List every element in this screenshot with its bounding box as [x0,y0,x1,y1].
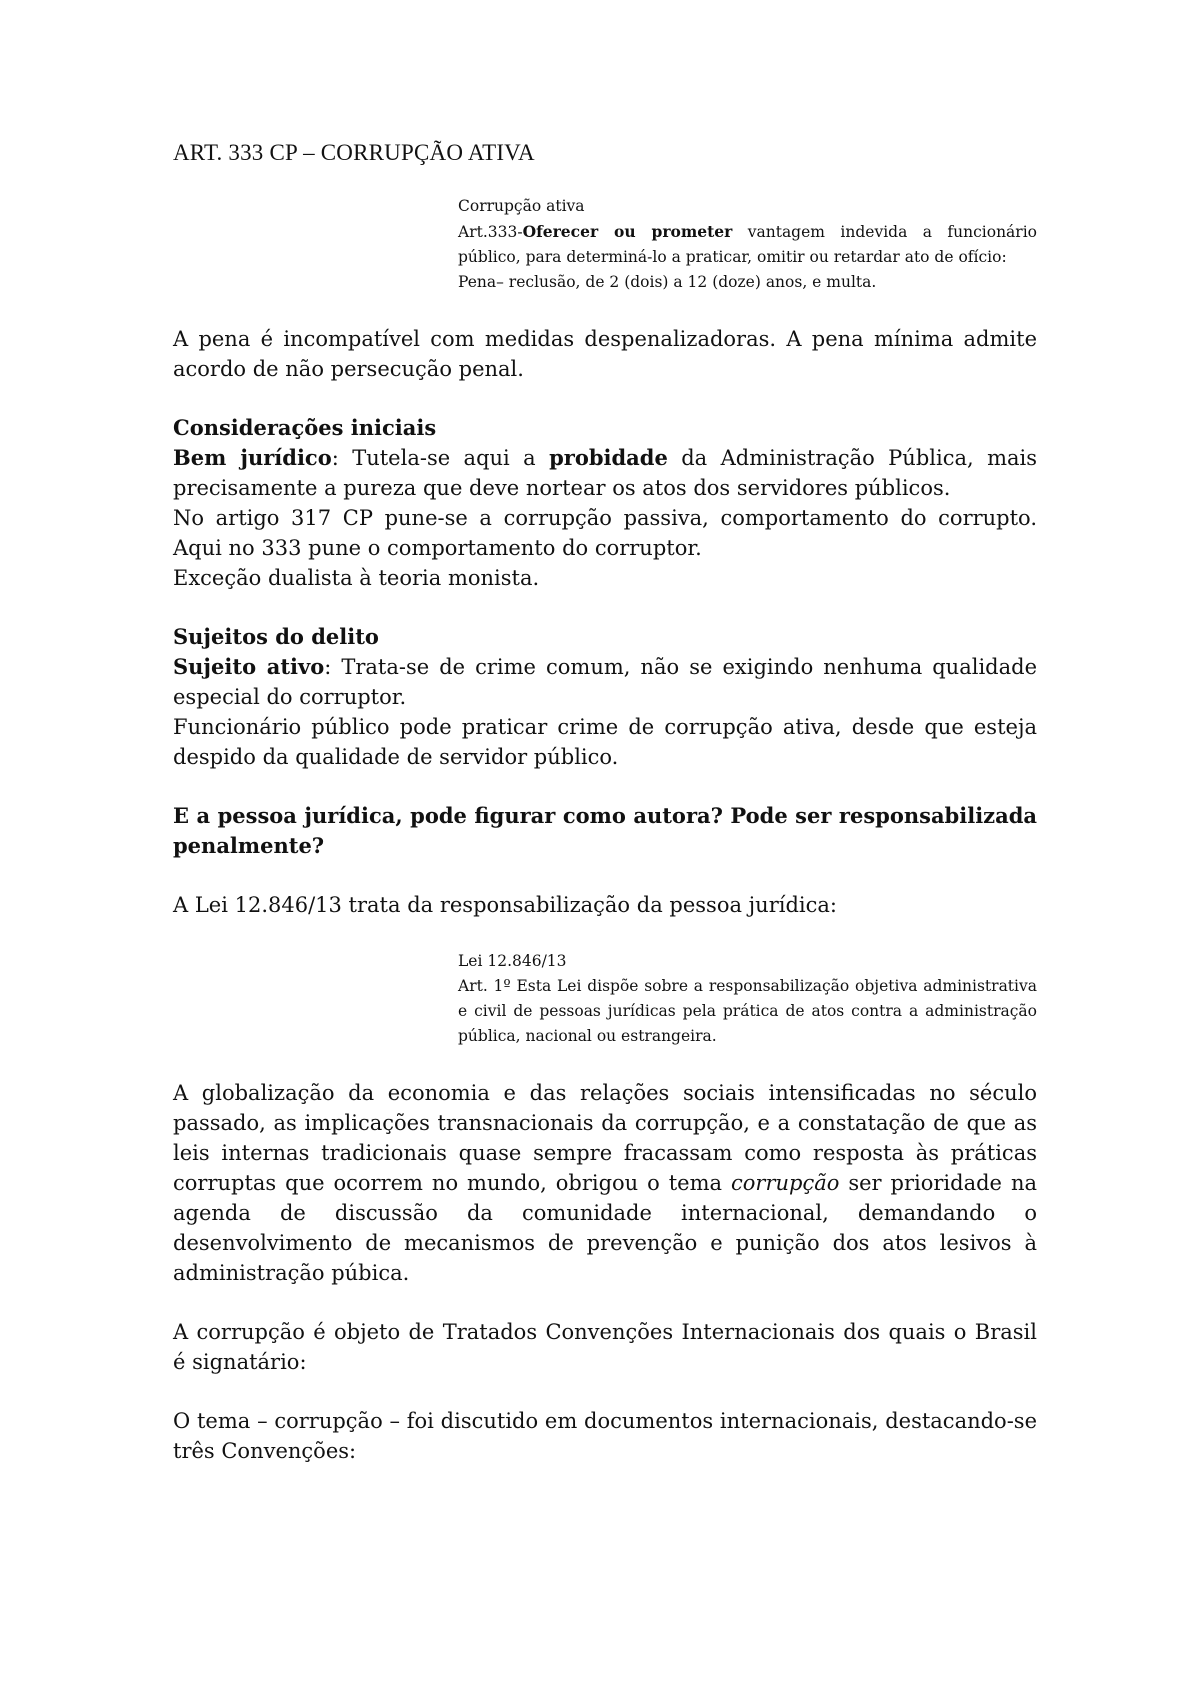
page-title: ART. 333 CP – CORRUPÇÃO ATIVA [173,140,535,165]
paragraph-artigo-317: No artigo 317 CP pune-se a corrupção passiva, comportamento do corrupto. Aqui no 333 pune o comportamento do corruptor. [173,506,1037,560]
document-body-continued [173,1078,1037,1466]
question-pessoa-juridica: E a pessoa jurídica, pode figurar como autora? Pode ser responsabilizada penalmente? [173,803,1037,858]
paragraph-excecao-dualista: Exceção dualista à teoria monista. [173,566,540,590]
quote-bold-verbs: Oferecer ou prometer [522,222,733,241]
section-heading-consideracoes: Considerações iniciais [173,415,437,440]
legal-quote-lei-12846 [458,949,1037,1049]
paragraph-lei-12846: A Lei 12.846/13 trata da responsabilização da pessoa jurídica: [173,893,837,917]
quote-heading: Corrupção ativa [458,197,585,215]
paragraph-bem-juridico: Bem jurídico: Tutela-se aqui a probidade da Administração Pública, mais precisamente a pureza que deve nortear os atos dos servidores públicos. [173,445,1037,500]
paragraph-funcionario-publico: Funcionário público pode praticar crime de corrupção ativa, desde que esteja despido da qualidade de servidor público. [173,715,1037,769]
quote-article-text: Art.333-Oferecer ou prometer vantagem indevida a funcionário público, para determiná-lo a praticar, omitir ou retardar ato de ofício: [458,222,1037,266]
legal-quote-art-333 [458,194,1037,295]
paragraph-globalizacao: A globalização da economia e das relações sociais intensificadas no século passado, as implicações transnacionais da corrupção, e a constatação de que as leis internas tradicionais quase sempre fracassam como resposta às práticas corruptas que ocorrem no mundo, obrigou o tema corrupção ser prioridade na agenda de discussão da comunidade internacional, demandando o desenvolvimento de mecanismos de prevenção e punição dos atos lesivos à administração púbica. [173,1081,1037,1285]
paragraph-pena: A pena é incompatível com medidas despenalizadoras. A pena mínima admite acordo de não persecução penal. [173,327,1037,381]
quote-penalty: Pena– reclusão, de 2 (dois) a 12 (doze) anos, e multa. [458,273,877,291]
document-page [173,140,1037,1466]
quote-heading: Lei 12.846/13 [458,952,567,970]
paragraph-tema-convencoes: O tema – corrupção – foi discutido em documentos internacionais, destacando-se três Convenções: [173,1409,1037,1463]
quote-article-text: Art. 1º Esta Lei dispõe sobre a responsabilização objetiva administrativa e civil de pessoas jurídicas pela prática de atos contra a administração pública, nacional ou estrangeira. [458,977,1037,1045]
section-heading-sujeitos: Sujeitos do delito [173,624,379,649]
paragraph-tratados: A corrupção é objeto de Tratados Convenções Internacionais dos quais o Brasil é signatário: [173,1320,1037,1374]
document-body [173,324,1037,920]
paragraph-sujeito-ativo: Sujeito ativo: Trata-se de crime comum, não se exigindo nenhuma qualidade especial do corruptor. [173,654,1037,709]
